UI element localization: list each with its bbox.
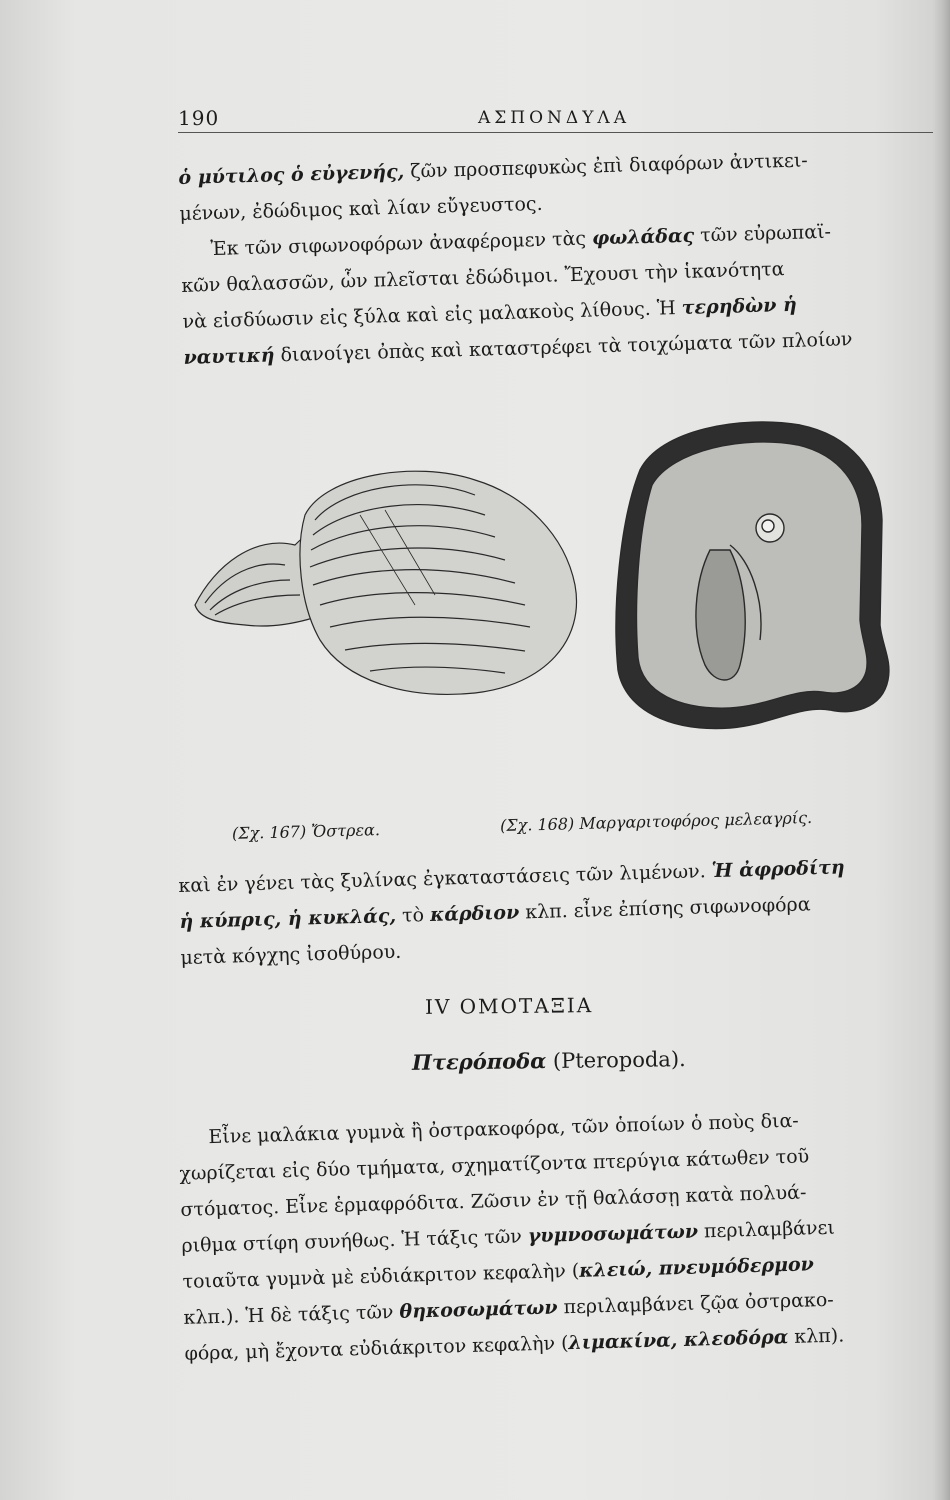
line-text: κλπ). [788,1324,845,1349]
bold-term: Ἡ ἀφροδίτη [711,856,846,883]
oyster-illustration [185,455,590,700]
figure-caption-oyster: (Σχ. 167) Ὄστρεα. [231,820,381,843]
line-text: τὸ [395,903,431,927]
page-number: 190 [178,106,220,130]
line-text: φόρα, μὴ ἔχοντα εὐδιάκριτον κεφαλὴν ( [184,1332,569,1365]
line-text: κλπ. εἶνε ἐπίσης σιφωνοφόρα [518,893,811,924]
page-edge-shadow [932,0,950,1500]
line-text: μένων, ἐδώδιμος καὶ λίαν εὔγευστος. [179,192,543,225]
line-text: μετὰ κόγχης ἰσοθύρου. [180,940,402,969]
line-text: περιλαμβάνει [697,1216,836,1243]
bold-term: ἡ κύπρις, ἡ κυκλάς, [179,904,397,933]
bold-term: ὁ μύτιλος ὁ εὐγενής, [178,160,405,189]
line-text: Εἶνε μαλάκια γυμνὰ ἢ ὀστρακοφόρα, τῶν ὁποίων ὁ ποὺς δια- [208,1109,799,1149]
page-header [178,106,933,134]
bold-term: γυμνοσωμάτων [527,1220,699,1248]
line-text: διανοίγει ὀπὰς καὶ καταστρέφει τὰ τοιχώματα τῶν πλοίων [274,328,853,367]
paragraph-pteropoda [178,1099,925,1372]
line-text: τοιαῦτα γυμνὰ μὲ εὐδιάκριτον κεφαλὴν ( [182,1259,580,1293]
bold-term: τερηδὼν ἡ [681,293,798,319]
section-heading: IV ΟΜΟΤΑΞΙΑ [424,993,594,1019]
line-text: περιλαμβάνει ζῷα ὀστρακο- [557,1288,834,1319]
bold-term: θηκοσωμάτων [399,1296,558,1323]
line-text: κῶν θαλασσῶν, ὧν πλεῖσται ἐδώδιμοι. Ἔχουσι τὴν ἱκανότητα [181,258,785,297]
line-text: Ἐκ τῶν σιφωνοφόρων ἀναφέρομεν τὰς [210,227,593,261]
paragraph-venus [178,847,921,976]
paragraph-mussels-pholads [178,139,924,376]
bold-term: ναυτική [183,344,275,369]
line-text: ζῶν προσπεφυκὼς ἐπὶ διαφόρων ἀντικει- [403,149,808,183]
line-text: τῶν εὐρωπαϊ- [693,220,832,247]
bold-term: κάρδιον [429,901,520,926]
line-text: καὶ ἐν γένει τὰς ξυλίνας ἐγκαταστάσεις τῶν λιμένων. [178,860,713,897]
subheading-latin: (Pteropoda). [546,1047,686,1074]
subheading-greek: Πτερόποδα [411,1048,547,1075]
bold-term: λιμακίνα, κλεοδόρα [568,1326,789,1355]
line-text: νὰ εἰσδύωσιν εἰς ξύλα καὶ εἰς μαλακοὺς λίθους. Ἡ [182,296,683,333]
pearl-oyster-illustration [600,410,895,745]
line-text: στόματος. Εἶνε ἑρμαφρόδιτα. Ζῶσιν ἐν τῇ θαλάσσῃ κατὰ πολυά- [180,1181,807,1221]
line-text: χωρίζεται εἰς δύο τμήματα, σχηματίζοντα πτερύγια κάτωθεν τοῦ [179,1145,810,1185]
subsection-heading [412,1046,686,1075]
bold-term: φωλάδας [591,224,695,250]
running-head: ΑΣΠΟΝΔΥΛΑ [478,108,630,128]
figure-caption-pearl-oyster: (Σχ. 168) Μαργαριτοφόρος μελεαγρίς. [499,807,813,836]
header-rule [178,132,933,133]
line-text: ριθμα στίφη συνήθως. Ἡ τάξις τῶν [181,1225,529,1257]
bold-term: κλειώ, πνευμόδερμον [578,1253,815,1282]
line-text: κλπ.). Ἡ δὲ τάξις τῶν [183,1300,400,1329]
